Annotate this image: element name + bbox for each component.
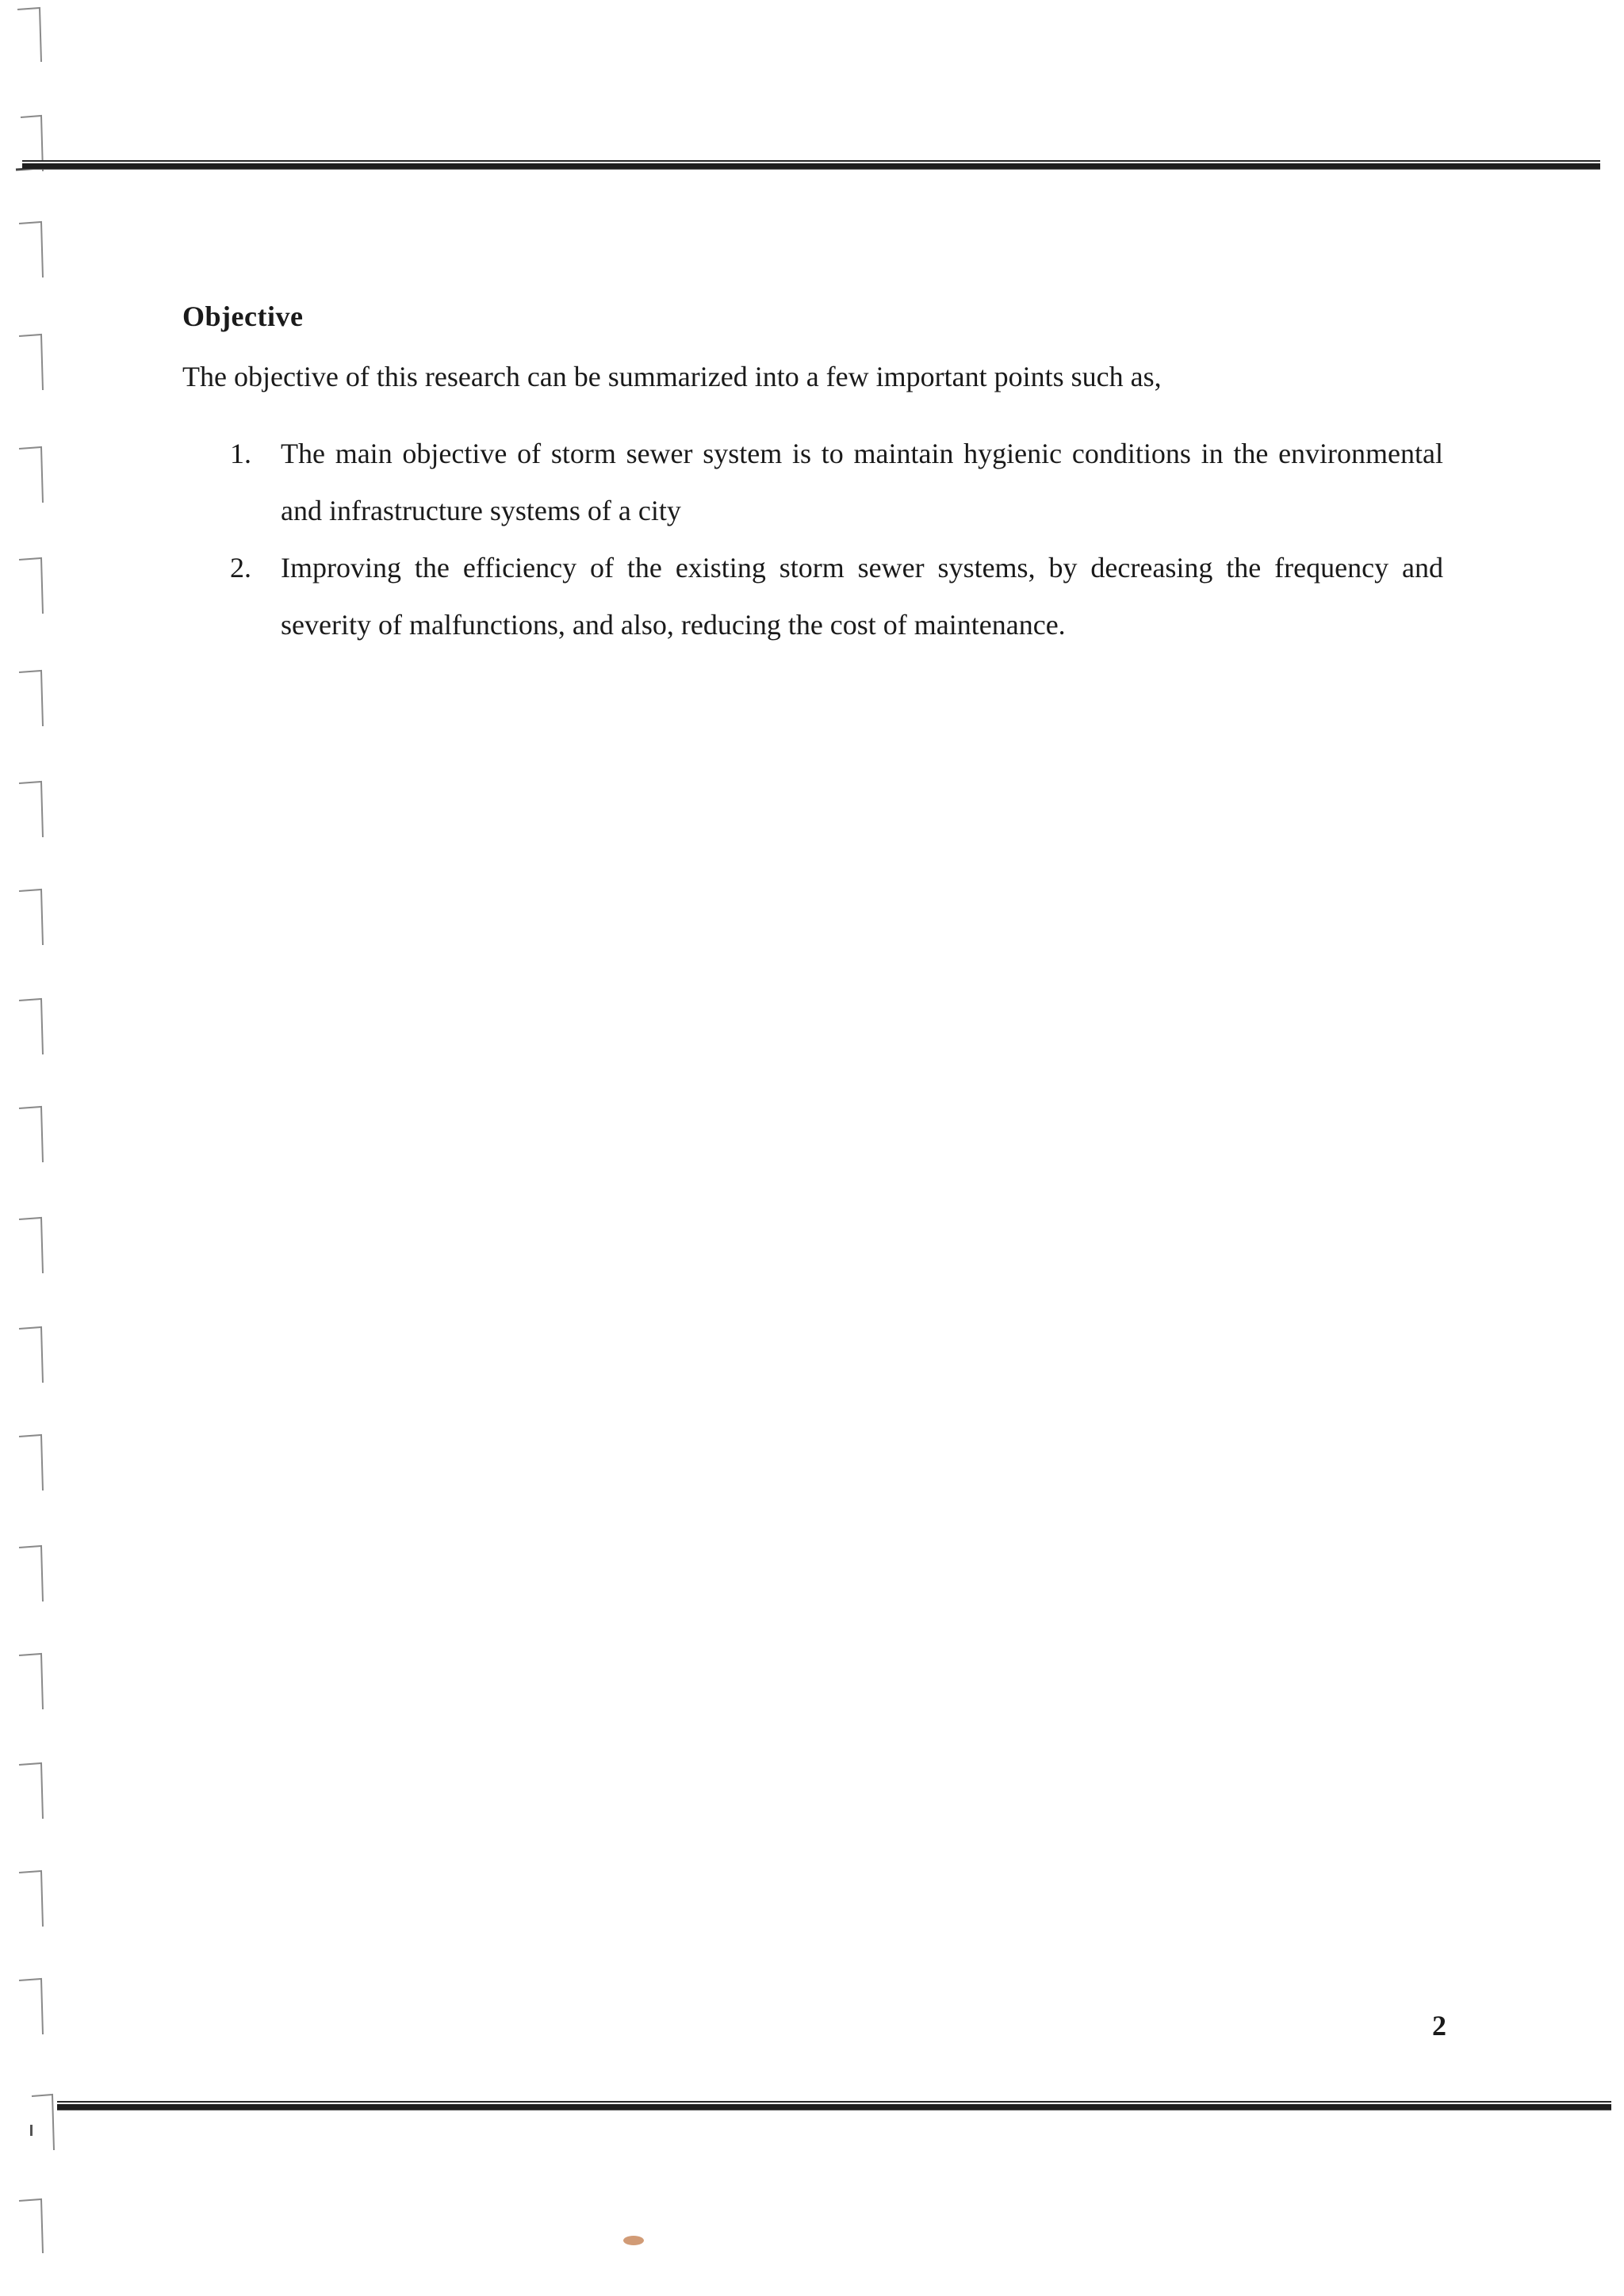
binding-marks: [0, 0, 71, 2296]
list-item-text: Improving the efficiency of the existing storm sewer systems, by decreasing the frequency and severity of malfunctions, and also, reducing the cost of maintenance.: [281, 552, 1443, 641]
intro-paragraph: The objective of this research can be summarized into a few important points such as,: [182, 361, 1162, 392]
ink-smudge: [623, 2236, 644, 2245]
list-item: [230, 425, 1443, 539]
objective-list: [230, 425, 1443, 653]
list-item: [230, 539, 1443, 653]
scan-mark: [30, 2125, 33, 2136]
list-item-number: 2.: [230, 552, 251, 584]
list-item-text: The main objective of storm sewer system is to maintain hygienic conditions in the environmental and infrastructure systems of a city: [281, 438, 1443, 526]
page-number: 2: [1432, 2010, 1446, 2042]
bottom-border-rule: [57, 2101, 1611, 2110]
top-border-rule: [22, 160, 1600, 170]
section-heading: Objective: [182, 300, 304, 332]
list-item-number: 1.: [230, 438, 251, 469]
